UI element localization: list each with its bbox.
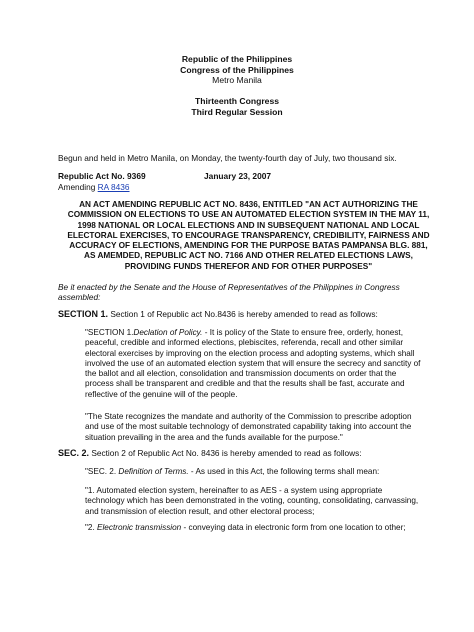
quote-line: "1. Automated election system, hereinafter to as AES - a system using appropriate bbox=[85, 486, 383, 495]
section-1-quote-mandate bbox=[85, 412, 439, 443]
title-line: COMMISSION ON ELECTIONS TO USE AN AUTOMATED ELECTION SYSTEM IN THE MAY 11, bbox=[67, 210, 430, 220]
act-number: Republic Act No. 9369 bbox=[58, 171, 146, 181]
quote-line: and use of the most suitable technology of demonstrated capability taking into account the bbox=[85, 422, 412, 432]
section-1-quote-policy bbox=[85, 328, 439, 400]
session-header bbox=[0, 96, 474, 117]
quote-line bbox=[85, 328, 439, 338]
enact-line: assembled: bbox=[58, 292, 101, 303]
title-line: 1998 NATIONAL OR LOCAL ELECTIONS AND IN SUBSEQUENT NATIONAL AND LOCAL bbox=[77, 220, 420, 230]
amended-act-link[interactable]: RA 8436 bbox=[97, 182, 130, 192]
act-date: January 23, 2007 bbox=[204, 171, 272, 181]
quote-line: and transmission of election result, and other electoral process; bbox=[85, 506, 315, 516]
title-line: AS AMEMDED, REPUBLIC ACT NO. 7166 AND OTHER RELATED ELECTIONS LAWS, bbox=[84, 251, 413, 261]
quote-line bbox=[85, 467, 439, 477]
title-line: ACCURACY OF ELECTIONS, AMENDING FOR THE PURPOSE BATAS PAMPANSA BLG. 881, bbox=[69, 241, 428, 251]
definition-item-1 bbox=[85, 486, 439, 517]
quote-prefix: "SECTION 1. bbox=[85, 328, 134, 337]
header-city: Metro Manila bbox=[212, 75, 262, 85]
congress-number: Thirteenth Congress bbox=[194, 96, 280, 106]
section-2-heading: SEC. 2. bbox=[58, 448, 90, 458]
enact-line: Be it enacted by the Senate and the House of Representatives of the Philippines in Congress bbox=[58, 282, 400, 292]
quote-prefix: "2. bbox=[85, 523, 95, 532]
title-line: ELECTORAL EXERCISES, TO ENCOURAGE TRANSPARENCY, CREDIBILITY, FAIRNESS AND bbox=[67, 230, 430, 240]
quote-line: peaceful, credible and informed elections, plebiscites, referenda, recall and other similar bbox=[85, 338, 404, 348]
quote-line: process shall be transparent and credible and that the results shall be fast, accurate and bbox=[85, 379, 405, 389]
enacting-clause bbox=[58, 282, 439, 303]
title-line: PROVIDING FUNDS THEREFOR AND FOR OTHER PURPOSES" bbox=[124, 261, 373, 271]
quote-line: "The State recognizes the mandate and authority of the Commission to prescribe adoption bbox=[85, 412, 412, 421]
session-name: Third Regular Session bbox=[191, 106, 283, 117]
act-title bbox=[58, 200, 439, 272]
act-number-line bbox=[58, 171, 272, 181]
definition-item-2 bbox=[85, 523, 439, 533]
electronic-transmission-term: Electronic transmission bbox=[97, 523, 182, 532]
section-2-intro bbox=[58, 448, 439, 458]
section-1-text: Section 1 of Republic act No.8436 is hereby amended to read as follows: bbox=[108, 309, 378, 319]
quote-line: the ballot and all election, consolidation and transmission documents on order that the bbox=[85, 369, 397, 378]
header-republic: Republic of the Philippines bbox=[181, 54, 293, 64]
begun-statement: Begun and held in Metro Manila, on Monday, the twenty-fourth day of July, two thousand six. bbox=[58, 153, 397, 163]
header-congress: Congress of the Philippines bbox=[180, 64, 294, 75]
definitions-term: Definition of Terms. bbox=[118, 467, 189, 476]
amending-line bbox=[58, 182, 130, 192]
section-1-intro bbox=[58, 309, 439, 319]
quote-text: - conveying data in electronic form from one location to other; bbox=[181, 523, 406, 532]
quote-text: - As used in this Act, the following terms shall mean: bbox=[188, 467, 380, 476]
quote-line: electoral exercises by improving on the election process and adopting systems, which shall bbox=[85, 348, 415, 358]
quote-line: reflective of the genuine will of the people. bbox=[85, 389, 238, 399]
quote-line: situation prevailing in the area and the funds available for the purpose." bbox=[85, 432, 343, 442]
quote-text: - It is policy of the State to ensure free, orderly, honest, bbox=[202, 328, 403, 337]
section-2-text: Section 2 of Republic Act No. 8436 is hereby amended to read as follows: bbox=[89, 448, 362, 458]
section-2-quote-definitions bbox=[85, 467, 439, 477]
quote-line: involved the use of an automated election system that will ensure the secrecy and sanctity of bbox=[85, 358, 421, 368]
section-1-heading: SECTION 1. bbox=[58, 309, 109, 319]
quote-prefix: "SEC. 2. bbox=[85, 467, 117, 476]
document-header bbox=[0, 54, 474, 86]
quote-line: technology which has been demonstrated in the voting, counting, consolidating, canvassing, bbox=[85, 496, 419, 506]
title-line: AN ACT AMENDING REPUBLIC ACT NO. 8436, ENTITLED "AN ACT AUTHORIZING THE bbox=[79, 200, 418, 209]
policy-term: Declation of Policy. bbox=[133, 328, 203, 337]
quote-line bbox=[85, 523, 439, 533]
amending-prefix: Amending bbox=[58, 182, 98, 192]
